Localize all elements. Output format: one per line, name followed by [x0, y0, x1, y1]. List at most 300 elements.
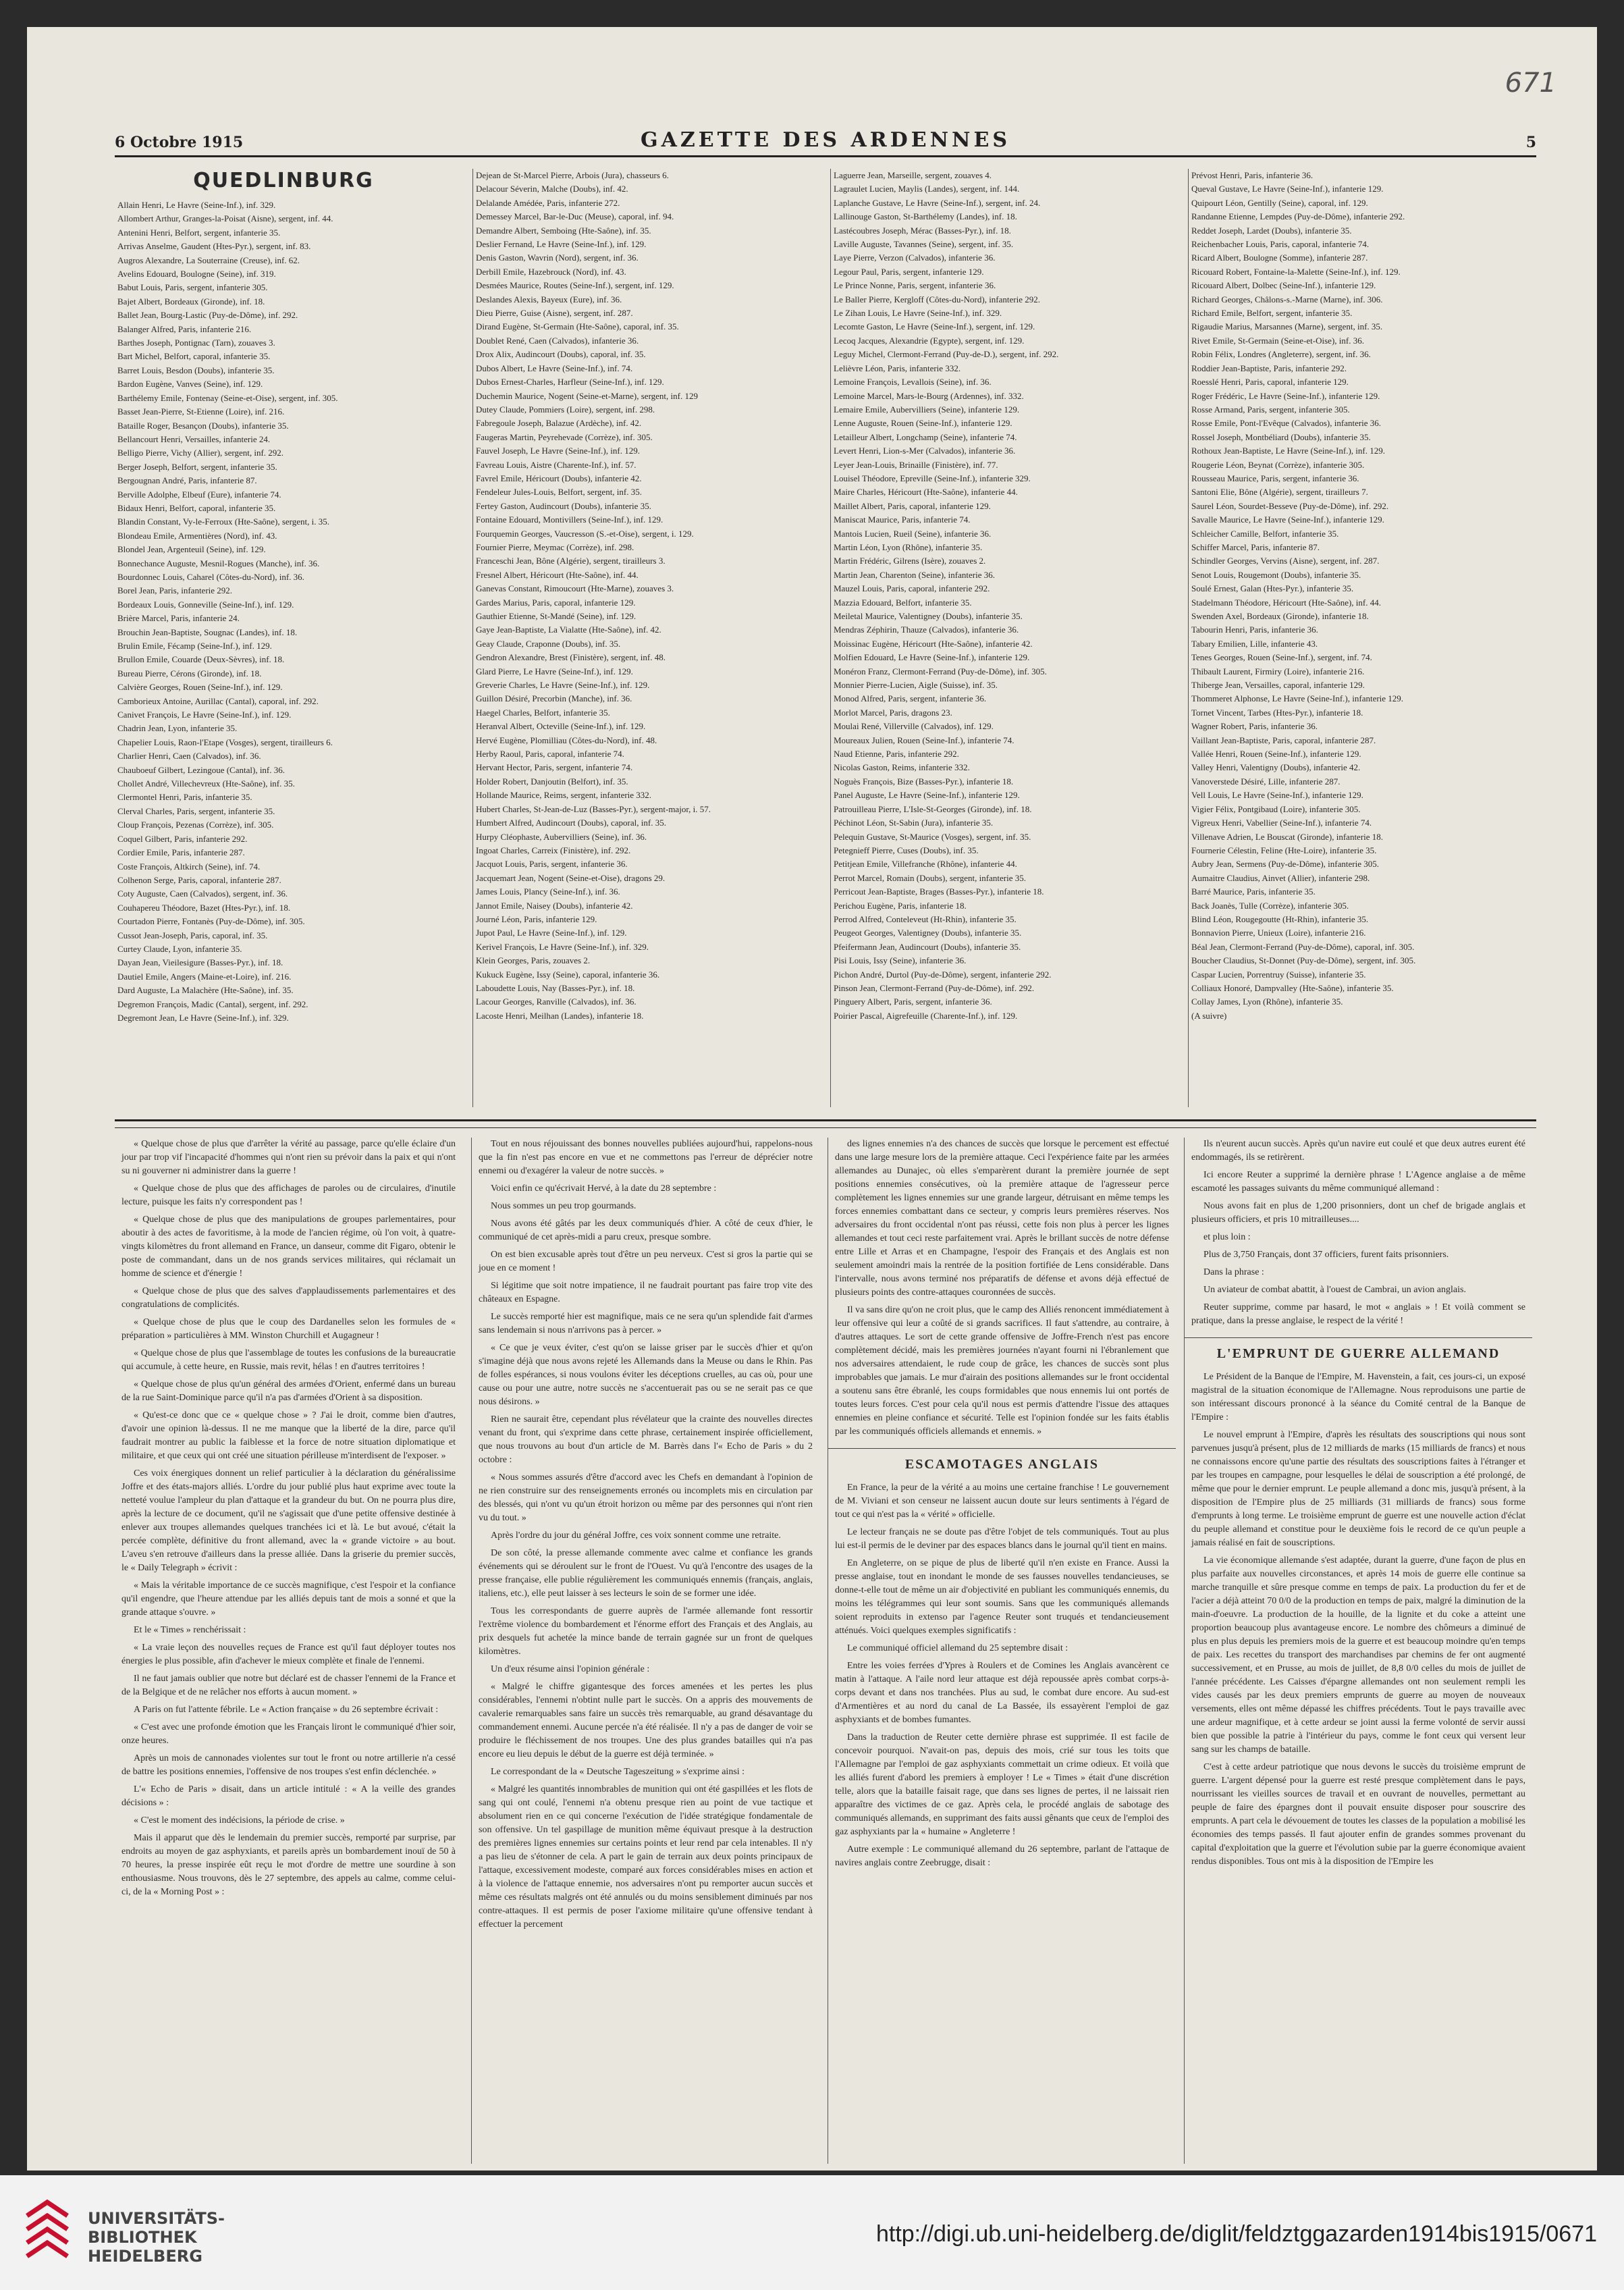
list-entry: Vallée Henri, Rouen (Seine-Inf.), infanterie 129.	[1191, 749, 1361, 760]
list-entry: Dirand Eugène, St-Germain (Hte-Saône), caporal, inf. 35.	[476, 321, 679, 332]
article-paragraph: Après l'ordre du jour du général Joffre, ces voix sonnent comme une retraite.	[491, 1530, 781, 1541]
list-entry: Meiletal Maurice, Valentigney (Doubs), infanterie 35.	[834, 611, 1023, 621]
article-paragraph: Reuter supprime, comme par hasard, le mot « anglais » ! Et voilà comment se pratique, dans la presse anglaise, le respect de la vérité !	[1191, 1302, 1525, 1326]
library-logo-icon[interactable]	[20, 2195, 74, 2266]
list-entry: Panel Auguste, Le Havre (Seine-Inf.), infanterie 129.	[834, 790, 1020, 801]
list-entry: Dubos Ernest-Charles, Harfleur (Seine-Inf.), inf. 129.	[476, 377, 664, 388]
list-entry: Kukuck Eugène, Issy (Seine), caporal, infanterie 36.	[476, 969, 660, 980]
list-entry: Rigaudie Marius, Marsannes (Marne), sergent, inf. 35.	[1191, 321, 1383, 332]
list-entry: Brullon Emile, Couarde (Deux-Sèvres), inf. 18.	[117, 654, 285, 665]
article-paragraph: A Paris on fut l'attente fébrile. Le « Action française » du 26 septembre écrivait :	[134, 1705, 439, 1715]
library-footer	[0, 2175, 1624, 2290]
article-paragraph: Le correspondant de la « Deutsche Tageszeitung » s'exprime ainsi :	[491, 1767, 745, 1777]
list-entry: Coste François, Altkirch (Seine), inf. 74.	[117, 861, 261, 872]
list-entry: Hurpy Cléophaste, Aubervilliers (Seine), inf. 36.	[476, 831, 647, 842]
list-entry: Delacour Séverin, Malche (Doubs), inf. 42.	[476, 184, 628, 194]
article-paragraph: Mais il apparut que dès le lendemain du premier succès, remporté par surprise, par endroits au moyen de gaz asphyxiants, et pareils après un bombardement inouï de 50 à 70 heures, la presse inspirée eût reçu le mot d'ordre de mettre une sourdine à son enthousiasme. Nous trouvons, dès le 27 septembre, des appels au calme, comme celui-ci, de la « Morning Post » :	[121, 1833, 456, 1897]
article-paragraph: C'est à cette ardeur patriotique que nous devons le succès du troisième emprunt de guerre. L'argent dépensé pour la guerre est resté presque complètement dans le pays, nourrissant les vieilles sources de travail et en ouvrant de nouvelles, permettant au peuple de faire des épargnes dont il pouvait ensuite disposer pour souscrire des emprunts. A part cela le dévouement de toutes les classes de la population a mobilisé les économies des temps passés. Il faut ajouter enfin de grandes sommes provenant du capital d'exploitation que la guerre et l'évolution subie par la guerre économique avaient rendus disponibles. Tous ont mis à la disposition de l'Empire les	[1191, 1762, 1525, 1867]
list-entry: Pinson Jean, Clermont-Ferrand (Puy-de-Dôme), inf. 292.	[834, 982, 1035, 993]
list-entry: Thommeret Alphonse, Le Havre (Seine-Inf.), infanterie 129.	[1191, 693, 1404, 704]
list-entry: Canivet François, Le Havre (Seine-Inf.), inf. 129.	[117, 710, 292, 720]
list-entry: Deslandes Alexis, Bayeux (Eure), inf. 36.	[476, 294, 622, 304]
article-paragraph: En France, la peur de la vérité a au moins une certaine franchise ! Le gouvernement de M. Viviani et son censeur ne laissent aucun doute sur leurs sentiments à l'égard de tout ce qui n'est pas la « vérité » officielle.	[835, 1483, 1169, 1520]
list-entry: Caspar Lucien, Porrentruy (Suisse), infanterie 35.	[1191, 969, 1366, 980]
list-entry: Fourquemin Georges, Vaucresson (S.-et-Oise), sergent, i. 129.	[476, 528, 694, 539]
list-entry: Jannot Emile, Naisey (Doubs), infanterie 42.	[476, 900, 633, 911]
list-entry: Jupot Paul, Le Havre (Seine-Inf.), inf. 129.	[476, 928, 627, 938]
list-entry: Mendras Zéphirin, Thauze (Calvados), infanterie 36.	[834, 624, 1019, 635]
list-entry: Petegnieff Pierre, Cuses (Doubs), inf. 35.	[834, 845, 979, 855]
list-entry: Vaillant Jean-Baptiste, Paris, caporal, infanterie 287.	[1191, 735, 1376, 745]
list-entry: Hollande Maurice, Reims, sergent, infanterie 332.	[476, 790, 652, 801]
list-entry: Coquel Gilbert, Paris, infanterie 292.	[117, 833, 248, 844]
list-entry: Rosse Armand, Paris, sergent, infanterie 305.	[1191, 404, 1350, 415]
list-entry: Perrot Marcel, Romain (Doubs), sergent, infanterie 35.	[834, 872, 1026, 883]
list-entry: Fertey Gaston, Audincourt (Doubs), infanterie 35.	[476, 500, 651, 511]
list-entry: Thibault Laurent, Firmiry (Loire), infanterie 216.	[1191, 666, 1365, 676]
list-entry: Richard Georges, Châlons-s.-Marne (Marne), inf. 306.	[1191, 294, 1383, 304]
article-paragraph: Voici enfin ce qu'écrivait Hervé, à la date du 28 septembre :	[491, 1183, 717, 1194]
article-paragraph: Le nouvel emprunt à l'Empire, d'après les résultats des souscriptions qui nous sont parvenues jusqu'à présent, plus de 12 milliards de marks (15 milliards de francs) et nous ne connaissons encore qu'une partie des résultats des souscriptions faites à l'étranger et par les troupes en campagne, pour lesquelles le délai de souscription a été prolongé, de même que pour le dernier emprunt. Le peuple allemand a donc mis, jusqu'à présent, à la disposition de l'Empire plus de 25 milliards (31 milliards de francs) sous forme d'emprunts à long terme. Le troisième emprunt de guerre est une nouvelle action d'éclat du peuple allemand et constitue pour le deuxième fois le record de ce qu'un peuple a jamais réalisé en fait de souscriptions.	[1191, 1430, 1525, 1548]
list-entry: Mauzel Louis, Paris, caporal, infanterie 292.	[834, 583, 990, 594]
list-entry: Heranval Albert, Octeville (Seine-Inf.), inf. 129.	[476, 721, 646, 732]
list-entry: Morlot Marcel, Paris, dragons 23.	[834, 707, 952, 718]
article-paragraph: « Ce que je veux éviter, c'est qu'on se laisse griser par le succès d'hier et qu'on s'imagine déjà que nous avons rejeté les Allemands dans la Meuse ou dans le Rhin. Pas de folles espérances, si nous voulons éviter les déceptions cruelles, au cas où, pour une cause ou pour une autre, notre succès ne s'accentuerait pas ou se ne serait pas ce que nous désirons. »	[479, 1343, 813, 1407]
list-entry: Bajet Albert, Bordeaux (Gironde), inf. 18.	[117, 296, 265, 307]
list-entry: Leguy Michel, Clermont-Ferrand (Puy-de-D.), sergent, inf. 292.	[834, 349, 1059, 360]
article-column-4	[1184, 1138, 1532, 2164]
list-entry: Berger Joseph, Belfort, sergent, infanterie 35.	[117, 461, 277, 472]
list-entry: Ricard Albert, Boulogne (Somme), infanterie 287.	[1191, 252, 1368, 263]
list-entry: Pfeifermann Jean, Audincourt (Doubs), infanterie 35.	[834, 941, 1021, 952]
list-column-2	[472, 169, 811, 1107]
list-entry: Demandre Albert, Semboing (Hte-Saône), inf. 35.	[476, 225, 651, 236]
list-entry: Ingoat Charles, Carreix (Finistère), inf. 292.	[476, 845, 631, 855]
list-entry: Blandin Constant, Vy-le-Ferroux (Hte-Saône), sergent, i. 35.	[117, 516, 329, 527]
library-name	[88, 2209, 225, 2266]
list-entry: Hervant Hector, Paris, sergent, infanterie 74.	[476, 762, 633, 773]
list-entry: Lastécoubres Joseph, Mérac (Basses-Pyr.), inf. 18.	[834, 225, 1011, 236]
article-column-2	[471, 1138, 819, 2164]
list-entry: Barthélemy Emile, Fontenay (Seine-et-Oise), sergent, inf. 305.	[117, 392, 338, 403]
article-paragraph: Plus de 3,750 Français, dont 37 officiers, furent faits prisonniers.	[1203, 1250, 1449, 1260]
list-entry: Lagraulet Lucien, Maylis (Landes), sergent, inf. 144.	[834, 184, 1020, 194]
list-entry: Vigreux Henri, Vabellier (Seine-Inf.), infanterie 74.	[1191, 818, 1372, 828]
list-entry: Dayan Jean, Vieilesigure (Basses-Pyr.), inf. 18.	[117, 957, 283, 968]
section-divider	[115, 1119, 1536, 1121]
list-entry: Fabregoule Joseph, Balazue (Ardèche), inf. 42.	[476, 418, 642, 429]
list-entry: Ricouard Albert, Dolbec (Seine-Inf.), infanterie 129.	[1191, 280, 1376, 291]
list-entry: Greverie Charles, Le Havre (Seine-Inf.), inf. 129.	[476, 680, 650, 691]
list-entry: Hubert Charles, St-Jean-de-Luz (Basses-Pyr.), sergent-major, i. 57.	[476, 803, 711, 814]
library-name-line-2: BIBLIOTHEK	[88, 2228, 197, 2247]
list-entry: Peugeot Georges, Valentigney (Doubs), infanterie 35.	[834, 928, 1022, 938]
article-paragraph: Ici encore Reuter a supprimé la dernière phrase ! L'Agence anglaise a de même escamoté les passages suivants du même communiqué allemand :	[1191, 1170, 1525, 1194]
list-entry: Rivet Emile, St-Germain (Seine-et-Oise), inf. 36.	[1191, 335, 1364, 346]
article-paragraph: Il ne faut jamais oublier que notre but déclaré est de chasser l'ennemi de la France et de la Belgique et de ne relâcher nos efforts à aucun moment. »	[121, 1674, 456, 1697]
list-entry: Coty Auguste, Caen (Calvados), sergent, inf. 36.	[117, 888, 288, 899]
list-entry: Roddier Jean-Baptiste, Paris, infanterie 292.	[1191, 363, 1347, 373]
list-entry: Fendeleur Jules-Louis, Belfort, sergent, inf. 35.	[476, 487, 642, 498]
list-entry: Wagner Robert, Paris, infanterie 36.	[1191, 721, 1318, 732]
list-entry: Haegel Charles, Belfort, infanterie 35.	[476, 707, 610, 718]
list-entry: Martin Jean, Charenton (Seine), infanterie 36.	[834, 569, 995, 580]
list-entry: Rothoux Jean-Baptiste, Le Havre (Seine-Inf.), inf. 129.	[1191, 446, 1386, 456]
list-entry: Gauthier Etienne, St-Mandé (Seine), inf. 129.	[476, 611, 637, 621]
list-entry: Perichou Eugène, Paris, infanterie 18.	[834, 900, 967, 911]
list-entry: Bonnavion Pierre, Unieux (Loire), infanterie 216.	[1191, 928, 1366, 938]
library-name-line-3: HEIDELBERG	[88, 2247, 202, 2266]
list-entry: Derbill Emile, Hazebrouck (Nord), inf. 43.	[476, 266, 626, 277]
article-paragraph: « Quelque chose de plus que d'arrêter la vérité au passage, parce qu'elle éclaire d'un jour par trop vif l'incapacité d'hommes qui n'ont rien su prévoir dans la paix et qui n'ont su ni gouverner ni administrer dans la guerre !	[121, 1139, 456, 1176]
article-paragraph: Ces voix énergiques donnent un relief particulier à la déclaration du généralissime Joffre et des états-majors alliés. L'ordre du jour publié plus haut exprime avec toute la netteté voulue l'ampleur du plan d'attaque et la grandeur du but. On ne pourra plus dire, après la lecture de ce document, qu'il ne s'agissait que d'une petite offensive destinée à enlever aux troupes allemandes quelques tranchées ici et là. Le but avoué, c'était la percée complète, définitive du front allemand, avec la « grande victoire » au bout. L'aveu s'en retrouve d'ailleurs dans la presse alliée. Dans la griserie du premier succès, le « Daily Telegraph » écrivit :	[121, 1468, 456, 1573]
list-entry: Gendron Alexandre, Brest (Finistère), sergent, inf. 48.	[476, 652, 666, 663]
list-entry: Thiberge Jean, Versailles, caporal, infanterie 129.	[1191, 680, 1365, 691]
list-entry: Belligo Pierre, Vichy (Allier), sergent, inf. 292.	[117, 448, 284, 458]
list-entry: Desmées Maurice, Routes (Seine-Inf.), sergent, inf. 129.	[476, 280, 674, 291]
list-entry: Tenes Georges, Rouen (Seine-Inf.), sergent, inf. 74.	[1191, 652, 1372, 663]
list-entry: Maire Charles, Héricourt (Hte-Saône), infanterie 44.	[834, 487, 1018, 498]
article-paragraph: Nous sommes un peu trop gourmands.	[491, 1201, 637, 1211]
list-entry: Dieu Pierre, Guise (Aisne), sergent, inf. 287.	[476, 308, 633, 319]
list-entry: Degremon François, Madic (Cantal), sergent, inf. 292.	[117, 998, 308, 1009]
list-entry: Camborieux Antoine, Aurillac (Cantal), caporal, inf. 292.	[117, 695, 319, 706]
list-entry: Vigier Félix, Pontgibaud (Loire), infanterie 305.	[1191, 803, 1361, 814]
list-entry: Letailleur Albert, Longchamp (Seine), infanterie 74.	[834, 431, 1017, 442]
list-entry: Holder Robert, Danjoutin (Belfort), inf. 35.	[476, 776, 628, 787]
list-entry: Moureaux Julien, Rouen (Seine-Inf.), infanterie 74.	[834, 735, 1014, 745]
list-entry: Leyer Jean-Louis, Brinaille (Finistère), inf. 77.	[834, 459, 998, 470]
list-entry: Bellancourt Henri, Versailles, infanterie 24.	[117, 433, 271, 444]
list-entry: Gardes Marius, Paris, caporal, infanterie 129.	[476, 597, 636, 608]
article-paragraph: « Quelque chose de plus que le coup des Dardanelles selon les formules de « préparation » particulières à MM. Winston Churchill et Augagneur !	[121, 1317, 456, 1341]
list-entry: Moulai René, Villerville (Calvados), inf. 129.	[834, 721, 994, 732]
list-entry: Degremont Jean, Le Havre (Seine-Inf.), inf. 329.	[117, 1012, 289, 1023]
list-entry: Blind Léon, Rougegoutte (Ht-Rhin), infanterie 35.	[1191, 913, 1369, 924]
list-entry: Monod Alfred, Paris, sergent, infanterie 36.	[834, 693, 987, 704]
list-entry: Allombert Arthur, Granges-la-Poisat (Aisne), sergent, inf. 44.	[117, 213, 333, 224]
list-entry: Péchinot Léon, St-Sabin (Jura), infanterie 35.	[834, 818, 994, 828]
list-entry: Blondeau Emile, Armentières (Nord), inf. 43.	[117, 530, 277, 541]
list-entry: Borel Jean, Paris, infanterie 292.	[117, 585, 233, 596]
list-entry: Chadrin Jean, Lyon, infanterie 35.	[117, 723, 238, 734]
list-entry: Mazzia Edouard, Belfort, infanterie 35.	[834, 597, 972, 608]
list-entry: Ricouard Robert, Fontaine-la-Malette (Seine-Inf.), inf. 129.	[1191, 266, 1401, 277]
article-paragraph: « Quelque chose de plus que l'assemblage de toutes les confusions de la bureaucratie qui accumule, à cette heure, en Russie, mais revit, hélas ! en d'autres territoires !	[121, 1348, 456, 1372]
newspaper-title: GAZETTE DES ARDENNES	[640, 128, 1010, 152]
list-entry: Faugeras Martin, Peyrehevade (Corrèze), inf. 305.	[476, 431, 653, 442]
list-entry: Clerval Charles, Paris, sergent, infanterie 35.	[117, 805, 275, 816]
list-entry: Reichenbacher Louis, Paris, caporal, infanterie 74.	[1191, 239, 1370, 250]
list-entry: Vanoverstede Désiré, Lille, infanterie 287.	[1191, 776, 1341, 787]
article-paragraph: et plus loin :	[1203, 1232, 1251, 1242]
list-entry: Lecoq Jacques, Alexandrie (Egypte), sergent, inf. 129.	[834, 335, 1025, 346]
list-entry: Clermontel Henri, Paris, infanterie 35.	[117, 792, 252, 803]
list-entry: Laville Auguste, Tavannes (Seine), sergent, inf. 35.	[834, 239, 1014, 250]
article-paragraph: Rien ne saurait être, cependant plus révélateur que la crainte des nouvelles directes venant du front, qui s'exprime dans cette phrase, certainement inspirée officiellement, que nous trouvons au bout d'un article de M. Barrès dans l'« Echo de Paris » du 2 octobre :	[479, 1414, 813, 1465]
list-entry: Patrouilleau Pierre, L'Isle-St-Georges (Gironde), inf. 18.	[834, 803, 1032, 814]
list-entry: Gaye Jean-Baptiste, La Vialatte (Hte-Saône), inf. 42.	[476, 624, 661, 635]
list-entry: Prévost Henri, Paris, infanterie 36.	[1191, 170, 1314, 180]
article-paragraph: Un aviateur de combat abattit, à l'ouest de Cambrai, un avion anglais.	[1203, 1285, 1466, 1295]
list-entry: Tabourin Henri, Paris, infanterie 36.	[1191, 624, 1318, 635]
list-entry: Tornet Vincent, Tarbes (Htes-Pyr.), infanterie 18.	[1191, 707, 1363, 718]
list-entry: Pinguery Albert, Paris, sergent, infanterie 36.	[834, 996, 992, 1007]
list-entry: Favreau Louis, Aistre (Charente-Inf.), inf. 57.	[476, 459, 637, 470]
list-entry: Aubry Jean, Sermens (Puy-de-Dôme), infanterie 305.	[1191, 859, 1379, 870]
list-entry: Dejean de St-Marcel Pierre, Arbois (Jura), chasseurs 6.	[476, 170, 669, 180]
list-entry: Richard Emile, Belfort, sergent, infanterie 35.	[1191, 308, 1353, 319]
list-entry: Chapelier Louis, Raon-l'Etape (Vosges), sergent, tirailleurs 6.	[117, 737, 333, 747]
list-entry: Nicolas Gaston, Reims, infanterie 332.	[834, 762, 970, 773]
list-entry: Barthes Joseph, Pontignac (Tarn), zouaves 3.	[117, 338, 275, 348]
article-paragraph: « Quelque chose de plus qu'un général des armées d'Orient, enfermé dans un bureau de la rue Saint-Dominique parce qu'il n'a pas d'armées d'Orient à sa disposition.	[121, 1379, 456, 1403]
article-paragraph: Il va sans dire qu'on ne croit plus, que le camp des Alliés renoncent immédiatement à leur offensive qui leur a coûté de si grands sacrifices. Il faut s'attendre, au contraire, à d'autres attaques. Le sort de cette grande offensive de Joffre-French n'est pas encore complètement décidé, mais les premières journées n'ayant fourni ni l'ébranlement que nos adversaires attendaient, le rude coup de grâce, les chances de succès sont plus improbables que jamais. Le mur d'airain des positions allemandes sur le front occidental a soutenu sans être ébranlé, les coups formidables que nous ennemis lui ont portés de toutes leurs forces. C'est pour cela qu'il nous est permis d'attendre l'issue des attaques ennemies en pleine confiance et sécurité. Telle est l'opinion fondée sur les faits établis par les communiqués officiels allemands et ennemis. »	[835, 1305, 1169, 1437]
list-entry: Brière Marcel, Paris, infanterie 24.	[117, 613, 240, 624]
list-entry: Laplanche Gustave, Le Havre (Seine-Inf.), sergent, inf. 24.	[834, 197, 1041, 208]
article-paragraph: Tous les correspondants de guerre auprès de l'armée allemande font ressortir l'extrême violence du bombardement et l'énorme effort des Français et des Anglais, au prix desquels fut achetée la mince bande de terrain gagnée sur un front de quelques kilomètres.	[479, 1606, 813, 1657]
article-paragraph: Après un mois de cannonades violentes sur tout le front ou notre artillerie n'a cessé de battre les positions ennemies, l'offensive de nos troupes s'est enfin déclenchée. »	[121, 1753, 456, 1777]
list-entry: Rossel Joseph, Montbéliard (Doubs), infanterie 35.	[1191, 431, 1371, 442]
list-entry: Arrivas Anselme, Gaudent (Htes-Pyr.), sergent, inf. 83.	[117, 241, 311, 252]
list-entry: Doublet René, Caen (Calvados), infanterie 36.	[476, 335, 639, 346]
list-entry: Monnier Pierre-Lucien, Aigle (Suisse), inf. 35.	[834, 680, 998, 691]
list-entry: Tabary Emilien, Lille, infanterie 43.	[1191, 638, 1318, 649]
list-entry: Mantois Lucien, Rueil (Seine), infanterie 36.	[834, 528, 992, 539]
list-entry: Lenne Auguste, Rouen (Seine-Inf.), infanterie 129.	[834, 418, 1012, 429]
list-column-1	[115, 169, 452, 1107]
list-entry: Basset Jean-Pierre, St-Etienne (Loire), inf. 216.	[117, 406, 285, 417]
article-paragraph: « Nous sommes assurés d'être d'accord avec les Chefs en demandant à l'opinion de ne rien construire sur des renseignements erronés ou incomplets mis en circulation par des blessés, qui n'ont vu qu'un étroit horizon ou même par des personnes qui n'ont rien vu du tout. »	[479, 1472, 813, 1523]
article-paragraph: « Malgré le chiffre gigantesque des forces amenées et les pertes les plus considérables, l'ennemi n'obtint nulle part le succès. On a appris des mouvements de cavalerie remarquables sans faire un succès très remarquable, au grand désavantage du commandement ennemi. Aucune percée n'a été réalisée. Il n'y a pas de danger de voir se produire le fléchissement de nos troupes. Une des plus grandes batailles qui n'a pas encore eu lieu depuis le début de la guerre est déjà terminée. »	[479, 1682, 813, 1759]
list-entry: Perrod Alfred, Conteleveut (Ht-Rhin), infanterie 35.	[834, 913, 1017, 924]
list-entry: Fresnel Albert, Héricourt (Hte-Saône), inf. 44.	[476, 569, 639, 580]
list-entry: Poirier Pascal, Aigrefeuille (Charente-Inf.), inf. 129.	[834, 1010, 1018, 1021]
list-entry: Berville Adolphe, Elbeuf (Eure), infanterie 74.	[117, 489, 281, 500]
list-entry: Klein Georges, Paris, zouaves 2.	[476, 955, 591, 966]
list-entry: Rougerie Léon, Beynat (Corrèze), infanterie 305.	[1191, 459, 1365, 470]
article-paragraph: En Angleterre, on se pique de plus de liberté qu'il n'en existe en France. Aussi la presse anglaise, tout en inondant le monde de ses fausses nouvelles tendancieuses, se donne-t-elle tout de même un air d'objectivité en publiant les communiqués ennemis, du moins les télégrammes qui leur sont soumis. Sans que les communiqués allemands soient reproduits in extenso par l'agence Reuter sont truqués et tendancieusement atténués. Voici quelques exemples significatifs :	[835, 1558, 1169, 1636]
list-entry: Pelequin Gustave, St-Maurice (Vosges), sergent, inf. 35.	[834, 831, 1031, 842]
list-entry: Cussot Jean-Joseph, Paris, caporal, inf. 35.	[117, 930, 268, 940]
list-entry: Lemoine François, Levallois (Seine), inf. 36.	[834, 377, 992, 388]
article-paragraph: Entre les voies ferrées d'Ypres à Roulers et de Comines les Anglais avancèrent ce matin à l'attaque. A l'aile nord leur attaque est déjà repoussée après combat corps-à-corps devant et dans nos tranchées. Plus au sud, le combat dure encore. Au sud-est d'Armentières et au nord du canal de La Bassée, ils essayèrent l'emploi de gaz asphyxiants et de bombes fumantes.	[835, 1661, 1169, 1725]
list-entry: Maniscat Maurice, Paris, infanterie 74.	[834, 514, 971, 525]
page-number: 5	[1525, 134, 1536, 151]
article-paragraph: Le succès remporté hier est magnifique, mais ce ne sera qu'un splendide fait d'armes sans lendemain si nous n'arrivons pas à percer. »	[479, 1312, 813, 1335]
article-paragraph: « La vraie leçon des nouvelles reçues de France est qu'il faut déployer toutes nos énergies le plus possible, afin d'achever le mieux complète et finale de l'ennemi.	[121, 1643, 456, 1666]
list-entry: Lemaire Emile, Aubervilliers (Seine), infanterie 129.	[834, 404, 1020, 415]
list-entry: Humbert Alfred, Audincourt (Doubs), caporal, inf. 35.	[476, 818, 666, 828]
list-column-4	[1188, 169, 1526, 1107]
article-paragraph: Autre exemple : Le communiqué allemand du 26 septembre, parlant de l'attaque de navires anglais contre Zeebrugge, disait :	[835, 1844, 1169, 1868]
article-heading: ESCAMOTAGES ANGLAIS	[828, 1448, 1176, 1473]
list-entry: Herby Raoul, Paris, caporal, infanterie 74.	[476, 749, 624, 760]
list-entry: Barret Louis, Besdon (Doubs), infanterie 35.	[117, 365, 275, 375]
list-entry: Molfien Edouard, Le Havre (Seine-Inf.), infanterie 129.	[834, 652, 1030, 663]
list-entry: Fournerie Célestin, Feline (Hte-Loire), infanterie 35.	[1191, 845, 1377, 855]
source-url-link[interactable]: http://digi.ub.uni-heidelberg.de/diglit/feldztggazarden1914bis1915/0671	[875, 2221, 1597, 2247]
article-paragraph: « Quelque chose de plus que des manipulations de groupes parlementaires, pour aboutir à des actes de favoritisme, à la mode de l'ancien régime, où l'on voit, à quatre-vingts kilomètres du front allemand en France, un danseur, comme dit Figaro, obtenir le poste de commandant, dans un de nos grands services militaires, qui réclamait un homme de science et d'énergie !	[121, 1215, 456, 1279]
list-entry: Bataille Roger, Besançon (Doubs), infanterie 35.	[117, 420, 289, 431]
list-entry: Glard Pierre, Le Havre (Seine-Inf.), inf. 129.	[476, 666, 633, 676]
list-entry: Dard Auguste, La Malachère (Hte-Saône), inf. 35.	[117, 985, 294, 996]
list-entry: Quipourt Léon, Gentilly (Seine), caporal, inf. 129.	[1191, 197, 1368, 208]
list-entry: Swenden Axel, Bordeaux (Gironde), infanterie 18.	[1191, 611, 1369, 621]
list-entry: Duchemin Maurice, Nogent (Seine-et-Marne), sergent, inf. 129	[476, 390, 698, 401]
list-entry: Lecomte Gaston, Le Havre (Seine-Inf.), sergent, inf. 129.	[834, 321, 1035, 332]
list-entry: Balanger Alfred, Paris, infanterie 216.	[117, 323, 252, 334]
list-entry: Rosse Emile, Pont-l'Evêque (Calvados), infanterie 36.	[1191, 418, 1382, 429]
list-entry: Lemoine Marcel, Mars-le-Bourg (Ardennes), inf. 332.	[834, 390, 1024, 401]
list-entry: Hervé Eugène, Plomilliau (Côtes-du-Nord), inf. 48.	[476, 735, 657, 745]
article-paragraph: On est bien excusable après tout d'être un peu nerveux. C'est si gros la partie qui se joue en ce moment !	[479, 1250, 813, 1273]
list-entry: Schiffer Marcel, Paris, infanterie 87.	[1191, 541, 1320, 552]
list-entry: Back Joanès, Tulle (Corrèze), infanterie 305.	[1191, 900, 1349, 911]
article-column-1	[115, 1138, 462, 2164]
list-entry: Chauboeuf Gilbert, Lezingoue (Cantal), inf. 36.	[117, 764, 286, 775]
article-paragraph: Dans la phrase :	[1203, 1267, 1264, 1277]
list-entry: Demessey Marcel, Bar-le-Duc (Meuse), caporal, inf. 94.	[476, 211, 674, 222]
list-entry: (A suivre)	[1191, 1010, 1227, 1021]
prisoner-list	[115, 169, 1536, 1107]
list-entry: Collay James, Lyon (Rhône), infanterie 35.	[1191, 996, 1343, 1007]
article-paragraph: Dans la traduction de Reuter cette dernière phrase est supprimée. Il est facile de concevoir pourquoi. N'avait-on pas, depuis des mois, crié sur tous les toits que l'Allemagne par l'emploi de gaz asphyxiants commettait un crime odieux. Et voilà que les alliés furent d'abord les premiers à employer ! Le « Times » était d'une discrétion telle, alors que la bataille faisait rage, que dans ses lignes de pertes, il ne laissait rien apparaître des victimes de ce gaz. Après cela, le procédé anglais de sabotage des communiqués allemands, en supprimant des faits aussi gênants que ceux de l'emploi des gaz asphyxiants par la « humaine » Angleterre !	[835, 1732, 1169, 1837]
list-entry: Louisel Théodore, Epreville (Seine-Inf.), infanterie 329.	[834, 473, 1031, 483]
list-entry: Deslier Fernand, Le Havre (Seine-Inf.), inf. 129.	[476, 239, 647, 250]
list-entry: Colhenon Serge, Paris, caporal, infanterie 287.	[117, 874, 281, 885]
list-entry: Fontaine Edouard, Montivillers (Seine-Inf.), inf. 129.	[476, 514, 664, 525]
list-entry: Kerivel François, Le Havre (Seine-Inf.), inf. 329.	[476, 941, 649, 952]
article-paragraph: Le Président de la Banque de l'Empire, M. Havenstein, a fait, ces jours-ci, un exposé magistral de la situation économique de l'Allemagne. Nous reproduisons une partie de son intéressant discours prononcé à la séance du Comité central de la Banque de l'Empire :	[1191, 1372, 1525, 1422]
list-entry: Couhapereu Théodore, Bazet (Htes-Pyr.), inf. 18.	[117, 902, 291, 913]
list-entry: Avelins Edouard, Boulogne (Seine), inf. 319.	[117, 269, 276, 279]
list-entry: Augros Alexandre, La Souterraine (Creuse), inf. 62.	[117, 255, 300, 265]
list-entry: Ballet Jean, Bourg-Lastic (Puy-de-Dôme), inf. 292.	[117, 310, 298, 321]
list-entry: Antenini Henri, Belfort, sergent, infanterie 35.	[117, 227, 281, 238]
list-entry: Bidaux Henri, Belfort, caporal, infanterie 35.	[117, 502, 276, 513]
issue-date: 6 Octobre 1915	[115, 134, 244, 151]
list-entry: Noguès François, Bize (Basses-Pyr.), infanterie 18.	[834, 776, 1014, 787]
list-entry: Monéron Franz, Clermont-Ferrand (Puy-de-Dôme), inf. 305.	[834, 666, 1047, 676]
list-entry: Valley Henri, Valentigny (Doubs), infanterie 42.	[1191, 762, 1361, 773]
article-paragraph: Si légitime que soit notre impatience, il ne faudrait pourtant pas faire trop vite des châteaux en Espagne.	[479, 1281, 813, 1304]
list-entry: Levert Henri, Lion-s-Mer (Calvados), infanterie 36.	[834, 446, 1016, 456]
list-entry: Bordeaux Louis, Gonneville (Seine-Inf.), inf. 129.	[117, 599, 294, 610]
list-entry: Naud Etienne, Paris, infanterie 292.	[834, 749, 959, 760]
list-entry: Dubos Albert, Le Havre (Seine-Inf.), inf. 74.	[476, 363, 633, 373]
article-heading: L'EMPRUNT DE GUERRE ALLEMAND	[1185, 1337, 1532, 1362]
list-entry: Bergougnan André, Paris, infanterie 87.	[117, 475, 257, 486]
newspaper-page	[27, 27, 1597, 2171]
article-paragraph: Tout en nous réjouissant des bonnes nouvelles publiées aujourd'hui, rappelons-nous que la fin n'est pas encore en vue et ne commettons pas l'erreur de déprécier notre ennemi ou d'exagérer la valeur de notre succès. »	[479, 1139, 813, 1176]
list-entry: Moissinac Eugène, Héricourt (Hte-Saône), infanterie 42.	[834, 638, 1033, 649]
list-entry: Le Baller Pierre, Kergloff (Côtes-du-Nord), infanterie 292.	[834, 294, 1041, 304]
list-entry: Brouchin Jean-Baptiste, Sougnac (Landes), inf. 18.	[117, 627, 298, 637]
list-entry: Curtey Claude, Lyon, infanterie 35.	[117, 943, 242, 954]
list-entry: Senot Louis, Rougemont (Doubs), infanterie 35.	[1191, 569, 1361, 580]
list-entry: Colliaux Honoré, Dampvalley (Hte-Saône), infanterie 35.	[1191, 982, 1394, 993]
list-entry: Jacquemart Jean, Nogent (Seine-et-Oise), dragons 29.	[476, 872, 666, 883]
article-column-3	[828, 1138, 1176, 2164]
list-entry: Favrel Emile, Héricourt (Doubs), infanterie 42.	[476, 473, 642, 483]
list-entry: Stadelmann Théodore, Héricourt (Hte-Saône), inf. 44.	[1191, 597, 1381, 608]
list-entry: Franceschi Jean, Bône (Algérie), sergent, tirailleurs 3.	[476, 556, 666, 566]
list-entry: Chollet André, Villechevreux (Hte-Saône), inf. 35.	[117, 778, 295, 789]
list-heading: QUEDLINBURG	[193, 169, 374, 192]
list-entry: Fournier Pierre, Meymac (Corrèze), inf. 298.	[476, 541, 634, 552]
list-entry: Vell Louis, Le Havre (Seine-Inf.), infanterie 129.	[1191, 790, 1363, 801]
list-entry: Lacoste Henri, Meilhan (Landes), infanterie 18.	[476, 1010, 644, 1021]
article-paragraph: « Malgré les quantités innombrables de munition qui ont été gaspillées et les flots de sang qui ont coulé, l'ennemi n'a obtenu presque rien au point de vue tactique et absolument rien en ce qui concerne l'exécution de l'idée stratégique fondamentale de son offensive. Un tel gaspillage de munition même équivaut presque à la destruction des premières lignes ennemies sur certains points et leur rend par cela intenables. Il n'y a pas lieu de s'étonner de cela. A part le gain de terrain aux deux points principaux de l'attaque, excessivement modeste, comparé aux forces considérables mises en action et à la violence de l'attaque ennemie, nos adversaires n'ont pu remporter aucun succès et même ces résultats malgrés ont été annulés ou du moins sensiblement diminués par nos contre-attaques. Il est permis de poser l'axiome militaire qu'une offensive tendant à effectuer la percement	[479, 1784, 813, 1929]
list-entry: Petitjean Emile, Villefranche (Rhône), infanterie 44.	[834, 859, 1017, 870]
handwritten-page-number: 671	[1505, 68, 1557, 99]
list-entry: Pichon André, Durtol (Puy-de-Dôme), sergent, infanterie 292.	[834, 969, 1052, 980]
article-paragraph: Nous avons fait en plus de 1,200 prisonniers, dont un chef de brigade anglais et plusieurs officiers, et pris 10 mitrailleuses....	[1191, 1201, 1525, 1225]
article-paragraph: « Quelque chose de plus que des salves d'applaudissements parlementaires et des congratulations de complicités.	[121, 1286, 456, 1310]
list-entry: Lallinouge Gaston, St-Barthélemy (Landes), inf. 18.	[834, 211, 1017, 222]
list-entry: Guillon Désiré, Precorbin (Manche), inf. 36.	[476, 693, 632, 704]
list-entry: Savalle Maurice, Le Havre (Seine-Inf.), infanterie 129.	[1191, 514, 1384, 525]
article-paragraph: Le lecteur français ne se doute pas d'être l'objet de tels communiqués. Tout au plus lui est-il permis de le deviner par des espaces blancs dans le journal qu'il tient en mains.	[835, 1527, 1169, 1551]
list-entry: Babut Louis, Paris, sergent, infanterie 305.	[117, 282, 268, 293]
list-entry: Courtadon Pierre, Fontanès (Puy-de-Dôme), inf. 305.	[117, 916, 305, 927]
list-entry: Maillet Albert, Paris, caporal, infanterie 129.	[834, 500, 991, 511]
list-entry: Journé Léon, Paris, infanterie 129.	[476, 913, 597, 924]
list-entry: Queval Gustave, Le Havre (Seine-Inf.), infanterie 129.	[1191, 184, 1384, 194]
article-paragraph: Un d'eux résume ainsi l'opinion générale :	[491, 1664, 650, 1674]
list-entry: Bonnechance Auguste, Mesnil-Rogues (Manche), inf. 36.	[117, 558, 320, 568]
list-entry: Le Zihan Louis, Le Havre (Seine-Inf.), inf. 329.	[834, 308, 1002, 319]
list-entry: Schindler Georges, Vervins (Aisne), sergent, inf. 287.	[1191, 556, 1380, 566]
list-entry: Perricout Jean-Baptiste, Brages (Basses-Pyr.), infanterie 18.	[834, 886, 1044, 897]
list-entry: Laye Pierre, Verzon (Calvados), infanterie 36.	[834, 252, 996, 263]
list-entry: Santoni Elie, Bône (Algérie), sergent, tirailleurs 7.	[1191, 487, 1368, 498]
list-entry: Schleicher Camille, Belfort, infanterie 35.	[1191, 528, 1339, 539]
list-entry: Rousseau Maurice, Paris, sergent, infanterie 36.	[1191, 473, 1359, 483]
list-entry: Bourdonnec Louis, Caharel (Côtes-du-Nord), inf. 36.	[117, 571, 304, 582]
list-entry: Allain Henri, Le Havre (Seine-Inf.), inf. 329.	[117, 200, 276, 210]
list-entry: Laguerre Jean, Marseille, sergent, zouaves 4.	[834, 170, 992, 180]
list-entry: Denis Gaston, Wavrin (Nord), sergent, inf. 36.	[476, 252, 639, 263]
list-entry: Dutey Claude, Pommiers (Loire), sergent, inf. 298.	[476, 404, 655, 415]
list-entry: Roger Frédéric, Le Havre (Seine-Inf.), infanterie 129.	[1191, 390, 1380, 401]
list-entry: Randanne Etienne, Lempdes (Puy-de-Dôme), infanterie 292.	[1191, 211, 1405, 222]
article-paragraph: « C'est avec une profonde émotion que les Français liront le communiqué d'hier soir, onze heures.	[121, 1722, 456, 1746]
section-divider-thin	[115, 1127, 1536, 1128]
article-paragraph: De son côté, la presse allemande commente avec calme et confiance les grands événements qui se déroulent sur le front de l'Ouest. Vu qu'à l'encontre des usages de la presse française, elle publie régulièrement les communiqués ennemis (français, anglais, italiens, etc.), elle peut laisser à ses lecteurs le soin de se former une idée.	[479, 1548, 813, 1599]
list-entry: Barré Maurice, Paris, infanterie 35.	[1191, 886, 1316, 897]
list-entry: Geay Claude, Craponne (Doubs), inf. 35.	[476, 638, 621, 649]
list-entry: Fauvel Joseph, Le Havre (Seine-Inf.), inf. 129.	[476, 446, 640, 456]
list-entry: Lelièvre Léon, Paris, infanterie 332.	[834, 363, 961, 373]
list-entry: Soulé Ernest, Galan (Htes-Pyr.), infanterie 35.	[1191, 583, 1354, 594]
list-entry: Calvière Georges, Rouen (Seine-Inf.), inf. 129.	[117, 682, 283, 693]
list-entry: Pisi Louis, Issy (Seine), infanterie 36.	[834, 955, 967, 966]
article-paragraph: « Qu'est-ce donc que ce « quelque chose » ? J'ai le droit, comme bien d'autres, d'avoir une opinion là-dessus. Il ne me manque que la liberté de la dire, parce qu'il faudrait montrer au public la faiblesse et la force de notre situation diplomatique et militaire, et que ceux qui ont créé une situation périlleuse m'interdisent de l'exposer. »	[121, 1410, 456, 1461]
list-entry: Roesslé Henri, Paris, caporal, infanterie 129.	[1191, 377, 1349, 388]
list-entry: Dautiel Emile, Angers (Maine-et-Loire), inf. 216.	[117, 971, 292, 982]
list-entry: Boucher Claudius, St-Donnet (Puy-de-Dôme), sergent, inf. 305.	[1191, 955, 1416, 966]
list-entry: Drox Alix, Audincourt (Doubs), caporal, inf. 35.	[476, 349, 646, 360]
page-header	[115, 128, 1536, 157]
list-entry: Villenave Adrien, Le Bouscat (Gironde), infanterie 18.	[1191, 831, 1384, 842]
article-paragraph: Nous avons été gâtés par les deux communiqués d'hier. A côté de ceux d'hier, le communiqué de cet après-midi a paru creux, presque sombre.	[479, 1219, 813, 1242]
article-paragraph: L'« Echo de Paris » disait, dans un article intitulé : « A la veille des grandes décisions » :	[121, 1784, 456, 1808]
list-entry: Martin Léon, Lyon (Rhône), infanterie 35.	[834, 541, 983, 552]
list-entry: Delalande Amédée, Paris, infanterie 272.	[476, 197, 620, 208]
articles	[115, 1138, 1536, 2164]
